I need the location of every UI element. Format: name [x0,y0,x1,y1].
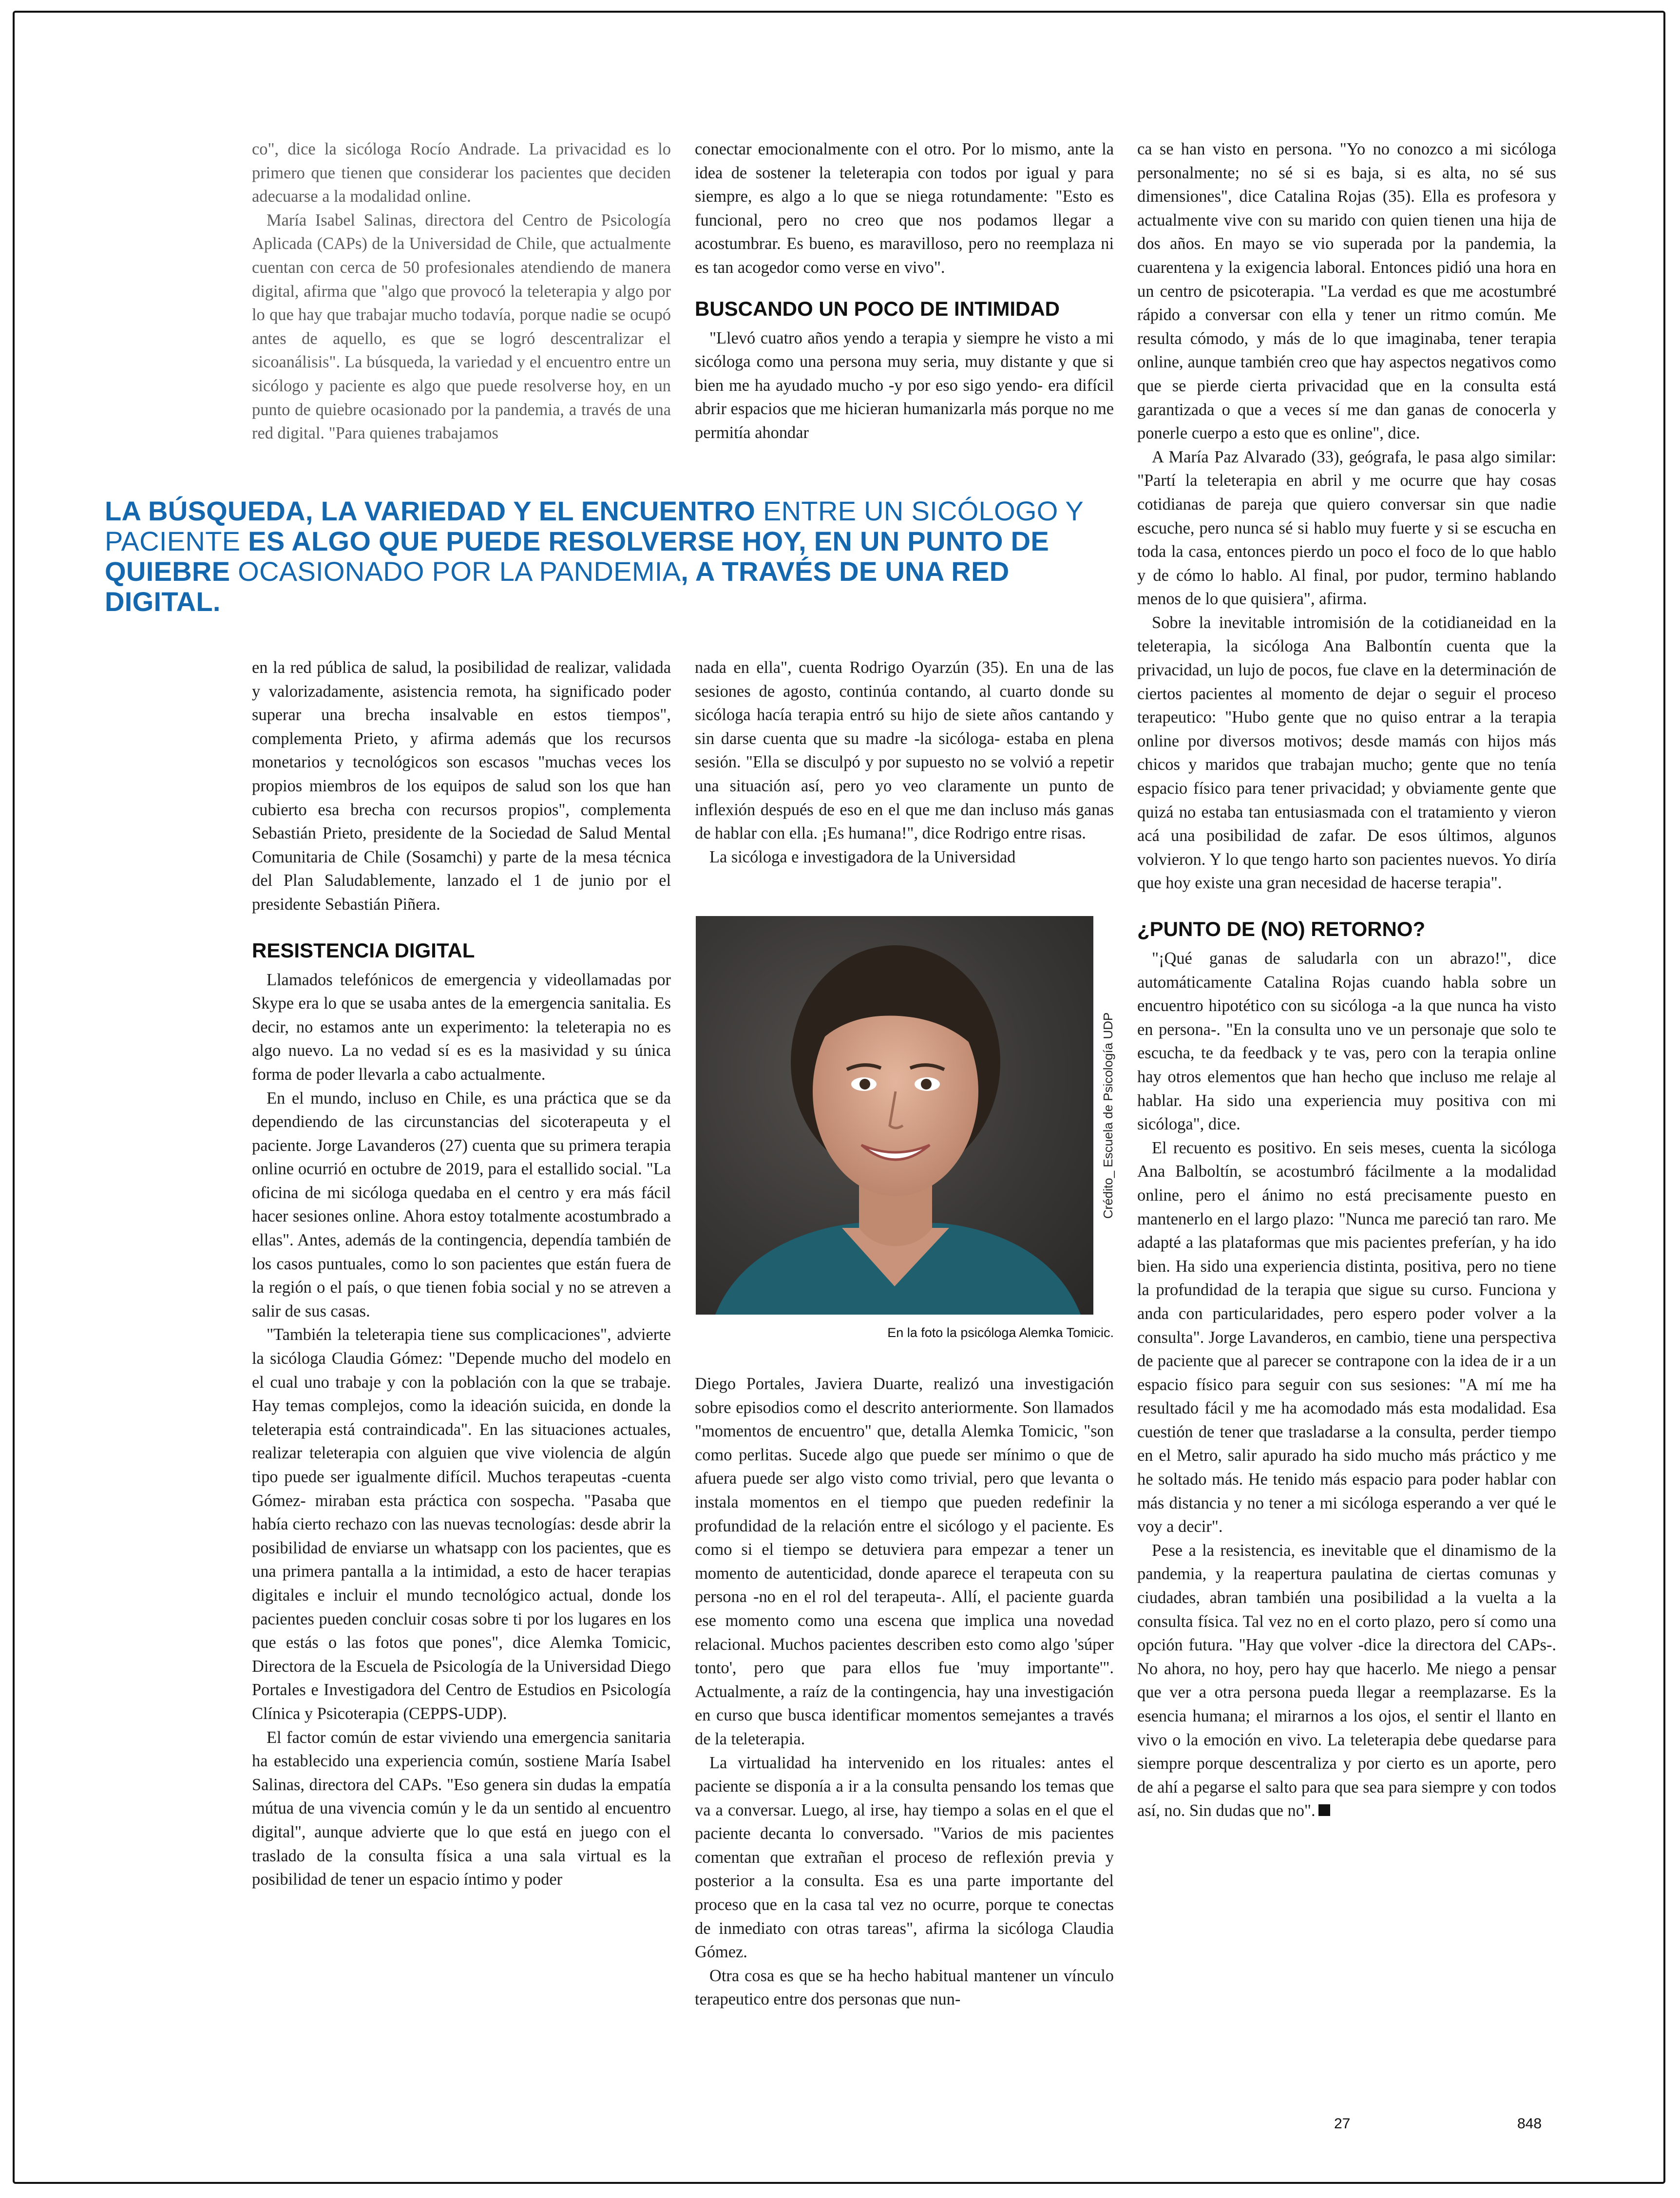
paragraph: en la red pública de salud, la posibilidad de realizar, validada y valorizadamente, asistencia remota, ha significado poder superar una brecha insalvable en estos tiempos", complementa Prieto, y afirma además que los recursos monetarios y tecnológicos son escasos "muchas veces los propios miembros de los equipos de salud son los que han cubierto esa brecha con recursos propios", complementa Sebastián Prieto, presidente de la Sociedad de Salud Mental Comunitaria de Chile (Sosamchi) y parte de la mesa técnica del Plan Saludablemente, lanzado el 1 de junio por el presidente Sebastián Piñera. [252,658,671,914]
page-number: 27 [1334,2116,1351,2132]
paragraph: Sobre la inevitable intromisión de la cotidianeidad en la teleterapia, la sicóloga Ana Balbontín cuenta que la privacidad, un lujo de pocos, fue clave en la determinación de ciertos pacientes al momento de dejar o seguir el proceso terapeutico: "Hubo gente que no quiso entrar a la terapia online por diversos motivos; desde mamás con hijos más chicos y maridos que trabajan mucho; gente que no tenía espacio físico para tener privacidad; y obviamente gente que quizá no estaba tan entusiasmada con el tratamiento y vieron acá una posibilidad de zafar. De esos últimos, algunos volvieron. Y lo que tengo harto son pacientes nuevos. Yo diría que hoy existe una gran necesidad de hacerse terapia". [1137,613,1556,893]
paragraph: co", dice la sicóloga Rocío Andrade. La privacidad es lo primero que tienen que considerar los pacientes que deciden adecuarse a la modalidad online. [252,140,671,206]
pull-quote-bold: ES ALGO QUE PUEDE RESOLVERSE HOY, EN UN PUNTO DE QUIEBRE [105,526,1050,587]
paragraph: "También la teleterapia tiene sus complicaciones", advierte la sicóloga Claudia Gómez: "Depende mucho del modelo en el cual uno trabaje y con la población con la que se trabaje. Hay temas complejos, como la ideación suicida, en donde la teleterapia está contraindicada". En las situaciones actuales, realizar teleterapia con alguien que vive violencia de algún tipo puede ser igualmente difícil. Muchos terapeutas -cuenta Gómez- miraban esta práctica con sospecha. "Pasaba que había cierto rechazo con las nuevas tecnologías: desde abrir la posibilidad de enviarse un whatsapp con los pacientes, que es una primera pantalla a la intimidad, a esto de hacer terapias digitales e incluir el mundo tecnológico actual, donde los pacientes pueden concluir cosas sobre ti por los lugares en los que estás o las fotos que pones", dice Alemka Tomicic, Directora de la Escuela de Psicología de la Universidad Diego Portales e Investigadora del Centro de Estudios en Psicología Clínica y Psicoterapia (CEPPS-UDP). [252,1325,671,1723]
issue-number: 848 [1517,2116,1542,2132]
paragraph [1137,1539,1556,1823]
paragraph: Diego Portales, Javiera Duarte, realizó una investigación sobre episodios como el descrito anteriormente. Son llamados "momentos de encuentro" que, detalla Alemka Tomicic, "son como perlitas. Sucede algo que puede ser mínimo o que de afuera puede ser algo visto como trivial, pero que levanta o instala momentos en el tiempo que pueden redefinir la profundidad de la relación entre el sicólogo y el paciente. Es como si el tiempo se detuviera para empezar a tener un momento de autenticidad, donde aparece el terapeuta con su persona -no en el rol del terapeuta-. Allí, el paciente guarda ese momento como una escena que implica una novedad relacional. Muchos pacientes describen esto como algo 'súper tonto', pero que para ellos fue 'muy importante'". Actualmente, a raíz de la contingencia, hay una investigación en curso que busca identificar momentos semejantes a través de la teleterapia. [695,1375,1114,1748]
paragraph: "Llevó cuatro años yendo a terapia y siempre he visto a mi sicóloga como una persona muy seria, muy distante y que si bien me ha ayudado mucho -y por eso sigo yendo- era difícil abrir espacios que me hicieran humanizarla más porque no me permitía ahondar [695,328,1114,442]
column-2-bottom [695,1372,1114,2011]
paragraph: conectar emocionalmente con el otro. Por lo mismo, ante la idea de sostener la teleterapia con todos por igual y para siempre, es algo a lo que se niega rotundamente: "Esto es funcional, pero no creo que nos podamos llegar a acostumbrar. Es bueno, es maravilloso, pero no reemplaza ni es tan acogedor como verse en vivo". [695,140,1114,277]
pull-quote-bold: LA BÚSQUEDA, LA VARIEDAD Y EL ENCUENTRO [105,496,756,526]
column-2-top [695,137,1114,445]
section-heading-retorno: ¿PUNTO DE (NO) RETORNO? [1137,917,1426,940]
photo-credit [1094,916,1123,1315]
pull-quote-light: OCASIONADO POR LA PANDEMIA [230,556,681,587]
pull-quote-light: ENTRE UN SICÓLOGO Y PACIENTE [105,496,1084,556]
pull-quote [105,496,1118,617]
paragraph-text: Pese a la resistencia, es inevitable que el dinamismo de la pandemia, y la reapertura paulatina de ciertas comunas y ciudades, abran también una posibilidad a la vuelta a la consulta física. Tal vez no en el corto plazo, pero sí como una opción futura. "Hay que volver -dice la directora del CAPs-. No ahora, no hoy, pero hay que hacerlo. Me niego a pensar que ver a otra persona pueda llegar a reemplazarse. Es la esencia humana; el mirarnos a los ojos, el sentir el llanto en vivo o la emoción en vivo. La teleterapia debe quedarse para siempre porque descentraliza y por cierto es un aporte, pero de ahí a pegarse el salto para que sea para siempre y con todos así, no. Sin dudas que no". [1137,1541,1556,1820]
paragraph: El recuento es positivo. En seis meses, cuenta la sicóloga Ana Balboltín, se acostumbró fácilmente a la modalidad online, pero el ánimo no está precisamente puesto en mantenerlo en el largo plazo: "Nunca me pareció tan raro. Me adapté a las plataformas que mis pacientes preferían, y ha ido bien. Ha sido una experiencia distinta, positiva, pero no tiene la profundidad de la terapia que sigue su curso. Funciona y anda con particularidades, pero espero poder volver a la consulta". Jorge Lavanderos, en cambio, tiene una perspectiva de paciente que al parecer se contrapone con la idea de ir a un espacio físico para seguir con sus sesiones: "A mí me ha resultado fácil y me ha acomodado más esta modalidad. Esa cuestión de tener que trasladarse a la consulta, perder tiempo en el Metro, salir apurado ha sido mucho más práctico y me he soltado más. He tenido más espacio para poder hablar con más distancia y no tener a mi sicóloga esperando a ver qué le voy a decir". [1137,1138,1556,1536]
paragraph: Llamados telefónicos de emergencia y videollamadas por Skype era lo que se usaba antes de la emergencia sanitalia. Es decir, no estamos ante un experimento: la teleterapia no es algo nuevo. La no vedad sí es es la masividad y su única forma de poder llevarla a cabo actualmente. [252,970,671,1084]
pull-quote-bold: , A TRAVÉS DE UNA RED DIGITAL. [105,556,1010,617]
end-mark-icon [1318,1804,1330,1816]
paragraph: "¡Qué ganas de saludarla con un abrazo!", dice automáticamente Catalina Rojas cuando habla sobre un encuentro hipotético con su sicóloga -a la que nunca ha visto en persona-. "En la consulta uno ve un personaje que solo te escucha, te da feedback y te vas, pero con la terapia online hay otros elementos que han hecho que incluso me relaje al hablar. Ha sido una experiencia muy positiva con mi sicóloga", dice. [1137,949,1556,1134]
photo-caption: En la foto la psicóloga Alemka Tomicic. [887,1325,1114,1340]
paragraph: María Isabel Salinas, directora del Centro de Psicología Aplicada (CAPs) de la Universidad de Chile, que actualmente cuentan con cerca de 50 profesionales atendiendo de manera digital, afirma que "algo que provocó la teleterapia y algo por lo que hay que trabajar mucho todavía, porque nadie se ocupó antes de aquello, es que se logró descentralizar el sicoanálisis". La búsqueda, la variedad y el encuentro entre un sicólogo y paciente es algo que puede resolverse hoy, en un punto de quiebre ocasionado por la pandemia, a través de una red digital. "Para quienes trabajamos [252,210,671,443]
paragraph: ca se han visto en persona. "Yo no conozco a mi sicóloga personalmente; no sé si es baja, si es alta, no sé sus dimensiones", dice Catalina Rojas (35). Ella es profesora y actualmente vive con su marido con quien tienen una hija de dos años. En mayo se vio superada por la pandemia, la cuarentena y la exigencia laboral. Entonces pidió una hora en un centro de psicoterapia. "La verdad es que me acostumbré rápido a conversar con ella y tener un ritmo común. Me resulta cómodo, y más de lo que imaginaba, tener terapia online, aunque también creo que hay aspectos negativos como que se pierde cierta privacidad que en la consulta está garantizada o que a veces sí me dan ganas de conocerla y ponerle cuerpo a esto que es online", dice. [1137,140,1556,443]
paragraph: El factor común de estar viviendo una emergencia sanitaria ha establecido una experiencia común, sostiene María Isabel Salinas, directora del CAPs. "Eso genera sin dudas la empatía mútua de una vivencia común y le da un sentido al encuentro digital", aunque advierte que lo que está en juego con el traslado de la consulta física a una sala virtual es la posibilidad de tener un espacio íntimo y poder [252,1728,671,1889]
column-1-bottom [252,656,671,1892]
paragraph: En el mundo, incluso en Chile, es una práctica que se da dependiendo de las circunstancias del sicoterapeuta y el paciente. Jorge Lavanderos (27) cuenta que su primera terapia online ocurrió en octubre de 2019, para el estallido social. "La oficina de mi sicóloga quedaba en el centro y era más fácil hacer sesiones online. Ahora estoy totalmente acostumbrado a ellas". Antes, además de la contingencia, dependía también de los casos puntuales, como lo son pacientes que están fuera de la región o el país, o que tienen fobia social y no se atreven a salir de sus casas. [252,1089,671,1320]
paragraph: La sicóloga e investigadora de la Universidad [709,847,1016,866]
photo-credit-text: Crédito_ Escuela de Psicología UDP [1101,1012,1116,1219]
paragraph: Otra cosa es que se ha hecho habitual mantener un vínculo terapeutico entre dos personas que nun- [695,1966,1114,2009]
section-heading-resistencia: RESISTENCIA DIGITAL [252,938,475,962]
paragraph: nada en ella", cuenta Rodrigo Oyarzún (35). En una de las sesiones de agosto, continúa contando, al cuarto donde su sicóloga hacía terapia entró su hijo de siete años cantando y sin darse cuenta que su madre -la sicóloga- estaba en plena sesión. "Ella se disculpó y por supuesto no se volvió a repetir una situación así, pero yo veo claramente un punto de inflexión después de eso en el que me dan incluso más ganas de hablar con ella. ¡Es humana!", dice Rodrigo entre risas. [695,658,1114,843]
column-2-middle [695,656,1114,869]
section-heading-intimidad: BUSCANDO UN POCO DE INTIMIDAD [695,297,1060,320]
portrait-photo [696,916,1093,1315]
paragraph: La virtualidad ha intervenido en los rituales: antes el paciente se disponía a ir a la consulta pensando los temas que va a conversar. Luego, al irse, hay tiempo a solas en el que el paciente decanta lo conversado. "Varios de mis pacientes comentan que extrañan el proceso de reflexión previa y posterior a la consulta. Esa es una parte importante del proceso que en la casa tal vez no ocurre, porque te conectas de inmediato con otras tareas", afirma la sicóloga Claudia Gómez. [695,1753,1114,1962]
paragraph: A María Paz Alvarado (33), geógrafa, le pasa algo similar: "Partí la teleterapia en abril y me ocurre que hay cosas cotidianas de pareja que quiero conversar sin que nadie escuche, pero nunca sé si hablo muy fuerte y si se escucha en toda la casa, entonces pierdo un poco el foco de lo que hablo y de cómo lo hablo. Al final, por pudor, termino hablando menos de lo que quisiera", afirma. [1137,447,1556,609]
column-1-top [252,137,671,445]
column-3 [1137,137,1556,1823]
portrait-illustration [696,916,1093,1315]
